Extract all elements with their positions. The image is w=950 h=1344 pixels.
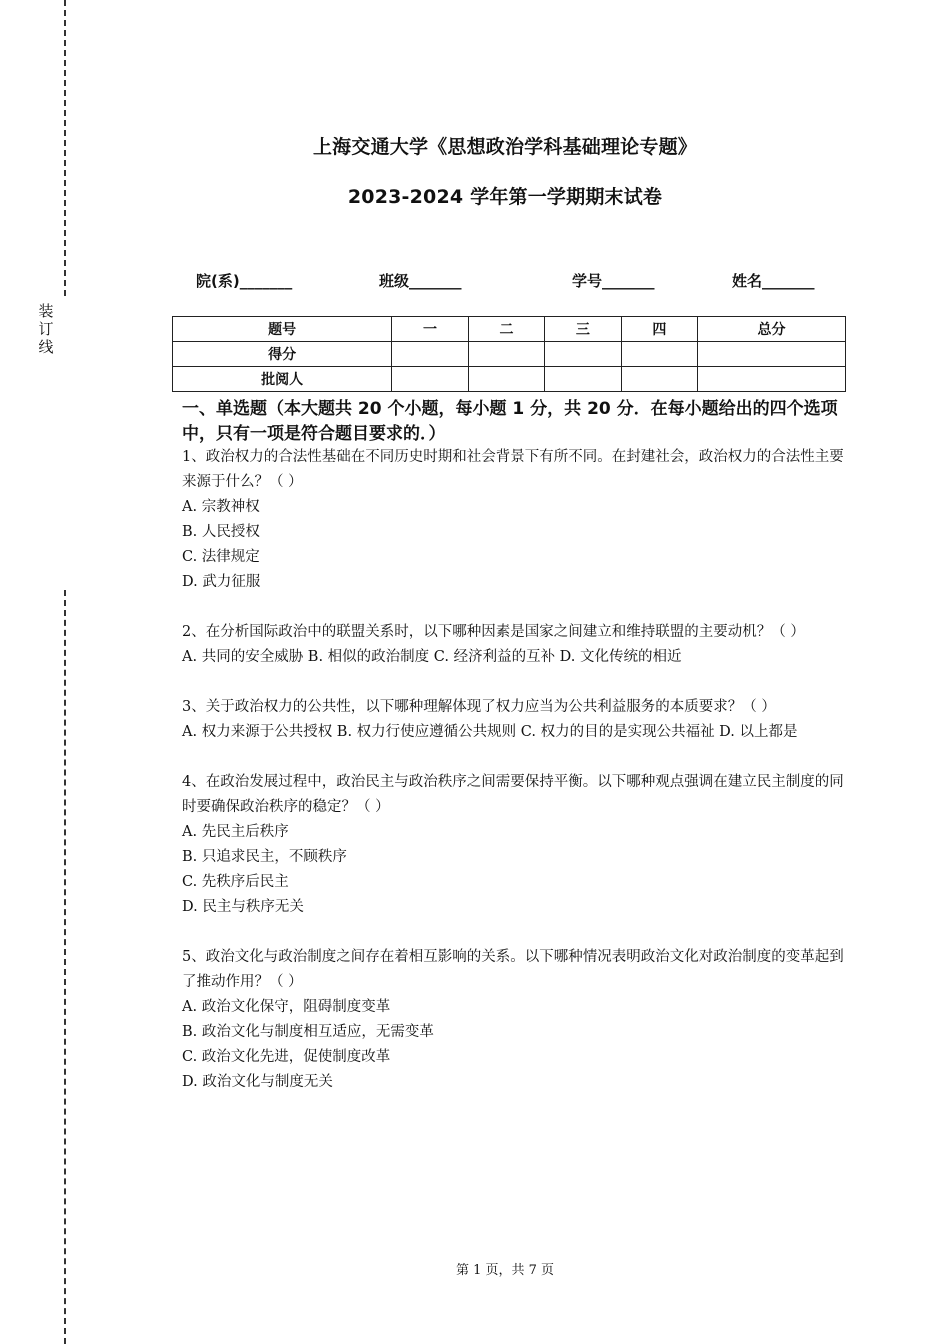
score-table-cell [468, 342, 544, 367]
question-stem: 2、在分析国际政治中的联盟关系时，以下哪种因素是国家之间建立和维持联盟的主要动机？（ ） [182, 624, 805, 640]
question [182, 945, 850, 1095]
name-field: 姓名_______ [732, 272, 815, 290]
binding-char: 装 [38, 302, 54, 320]
score-table [172, 316, 846, 392]
score-table-cell [392, 342, 468, 367]
question-option: D. 武力征服 [182, 574, 261, 590]
score-table-header-row [173, 317, 846, 342]
question-option: B. 人民授权 [182, 524, 260, 540]
question-option: C. 政治文化先进，促使制度改革 [182, 1049, 391, 1065]
student-id-field: 学号_______ [572, 272, 655, 290]
question-option: C. 先秩序后民主 [182, 874, 289, 890]
score-table-cell [621, 342, 697, 367]
class-field: 班级_______ [379, 272, 462, 290]
question-option: B. 只追求民主，不顾秩序 [182, 849, 347, 865]
question [182, 770, 850, 920]
score-table-cell: 题号 [173, 317, 392, 342]
question-stem: 4、在政治发展过程中，政治民主与政治秩序之间需要保持平衡。以下哪种观点强调在建立民主制度的同时要确保政治秩序的稳定？（ ） [182, 774, 844, 815]
page-number: 第 1 页，共 7 页 [455, 1263, 555, 1278]
binding-label [38, 302, 54, 356]
question-option: B. 政治文化与制度相互适应，无需变革 [182, 1024, 434, 1040]
score-table-row [173, 367, 846, 392]
score-table-cell [698, 367, 846, 392]
score-table-cell [621, 367, 697, 392]
question [182, 695, 850, 745]
question [182, 445, 850, 595]
score-table-cell [545, 342, 621, 367]
score-table-row [173, 342, 846, 367]
binding-char: 订 [38, 320, 54, 338]
binding-dashed-line-bottom [64, 590, 66, 1344]
score-table-cell: 批阅人 [173, 367, 392, 392]
score-table-cell [392, 367, 468, 392]
question-option: A. 政治文化保守，阻碍制度变革 [182, 999, 391, 1015]
question-option: A. 共同的安全威胁 B. 相似的政治制度 C. 经济利益的互补 D. 文化传统的相近 [182, 649, 682, 665]
score-table-cell: 四 [621, 317, 697, 342]
college-field: 院(系)_______ [196, 272, 293, 290]
score-table-cell [698, 342, 846, 367]
score-table-cell: 得分 [173, 342, 392, 367]
student-info-row [0, 270, 950, 292]
question-option: A. 先民主后秩序 [182, 824, 289, 840]
question-option: A. 权力来源于公共授权 B. 权力行使应遵循公共规则 C. 权力的目的是实现公共福祉 D. 以上都是 [182, 724, 798, 740]
binding-char: 线 [38, 338, 54, 356]
score-table-cell: 三 [545, 317, 621, 342]
question-option: D. 政治文化与制度无关 [182, 1074, 333, 1090]
question-list [182, 445, 850, 1120]
question-option: D. 民主与秩序无关 [182, 899, 304, 915]
exam-title: 上海交通大学《思想政治学科基础理论专题》 [312, 136, 697, 158]
question-option: A. 宗教神权 [182, 499, 260, 515]
section-heading: 一、单选题（本大题共 20 个小题，每小题 1 分，共 20 分．在每小题给出的四个选项中，只有一项是符合题目要求的．） [182, 399, 838, 444]
question-stem: 1、政治权力的合法性基础在不同历史时期和社会背景下有所不同。在封建社会，政治权力的合法性主要来源于什么？（ ） [182, 449, 844, 490]
question-stem: 3、关于政治权力的公共性，以下哪种理解体现了权力应当为公共利益服务的本质要求？（ ） [182, 699, 776, 715]
score-table-cell: 二 [468, 317, 544, 342]
question-option: C. 法律规定 [182, 549, 260, 565]
score-table-cell: 一 [392, 317, 468, 342]
exam-subtitle: 2023-2024 学年第一学期期末试卷 [347, 186, 663, 208]
question [182, 620, 850, 670]
score-table-cell: 总分 [698, 317, 846, 342]
score-table-cell [545, 367, 621, 392]
score-table-cell [468, 367, 544, 392]
question-stem: 5、政治文化与政治制度之间存在着相互影响的关系。以下哪种情况表明政治文化对政治制度的变革起到了推动作用？（ ） [182, 949, 844, 990]
